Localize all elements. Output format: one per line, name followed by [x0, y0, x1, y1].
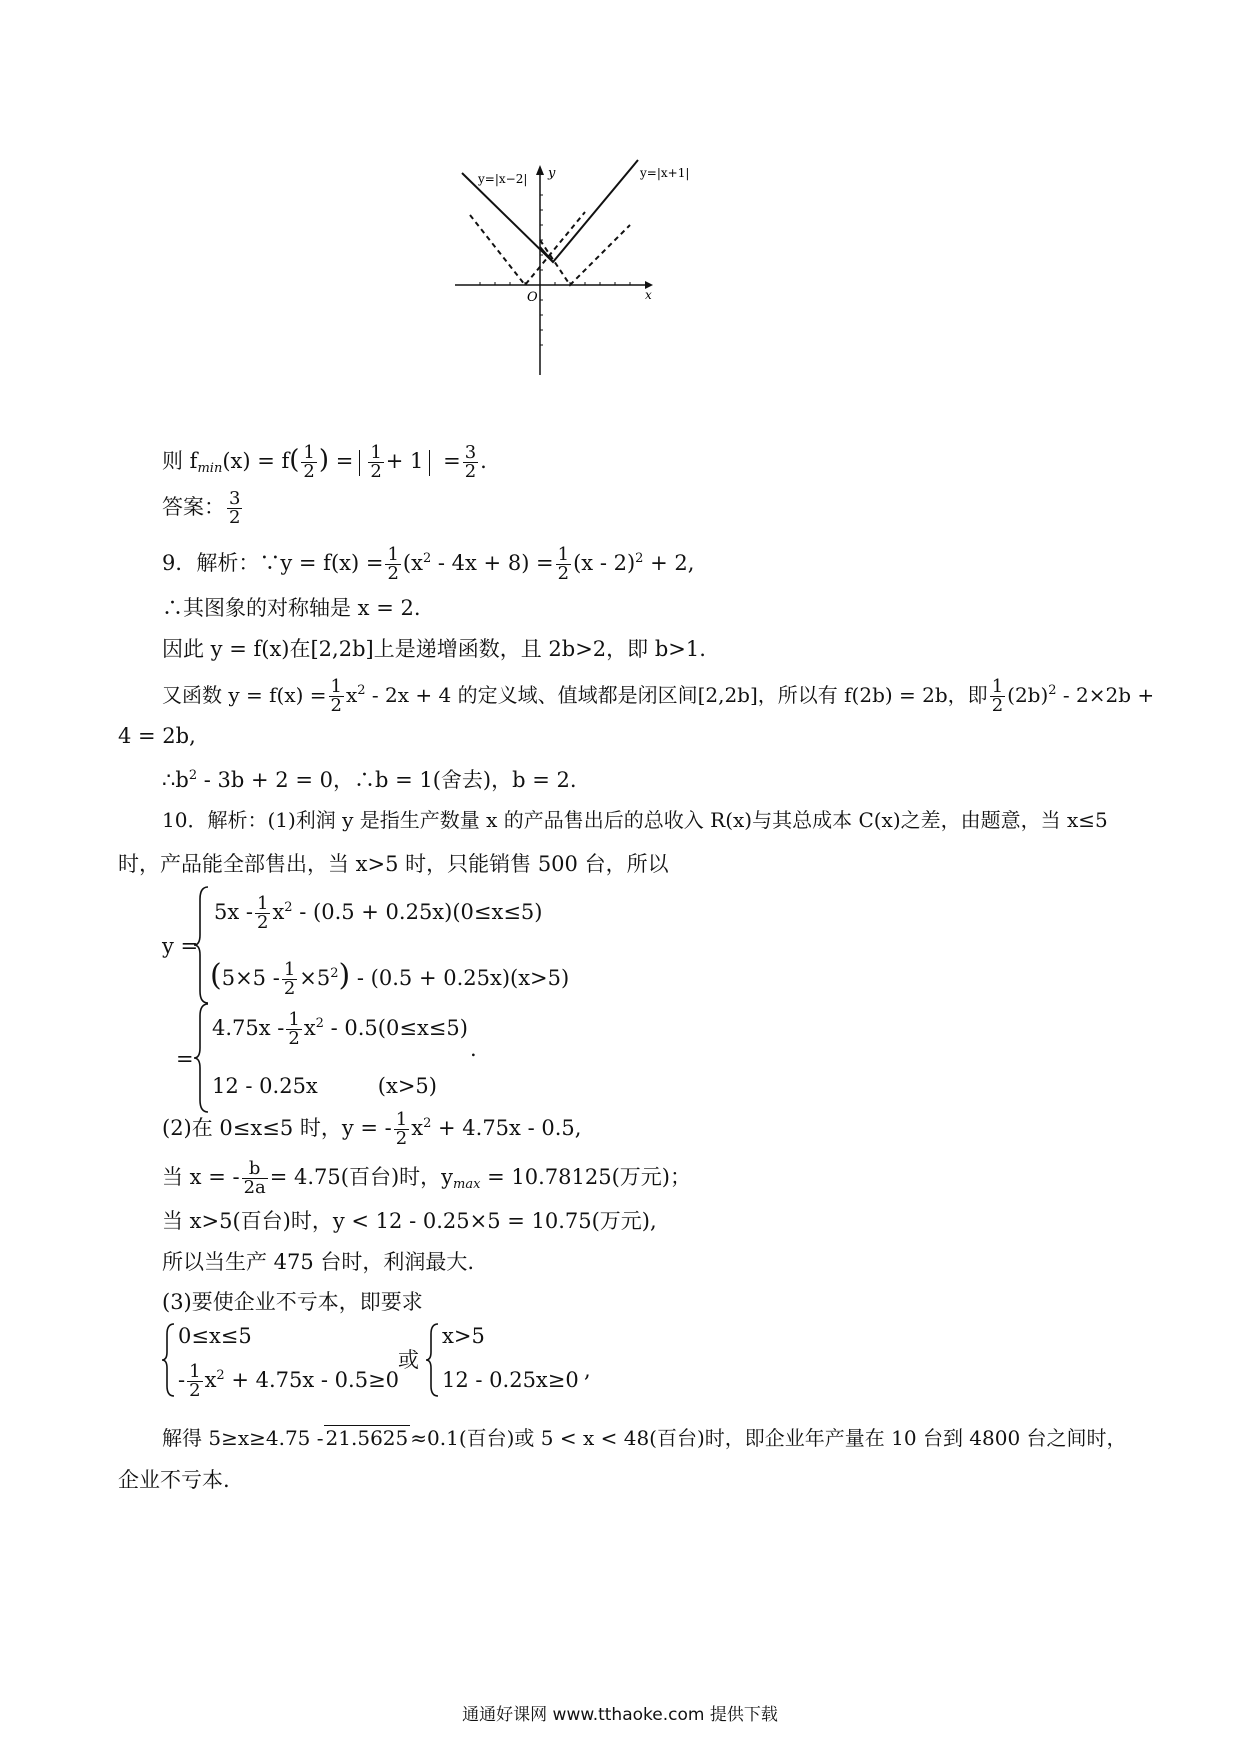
- brace-1: [192, 885, 212, 1005]
- label-left: y=|x−2|: [478, 172, 528, 186]
- sys2-b: 12 - 0.25x≥0: [442, 1368, 579, 1392]
- period: .: [470, 1037, 477, 1061]
- p3-line: (3)要使企业不亏本，即要求: [162, 1290, 423, 1314]
- axis-y-label: y: [548, 166, 556, 181]
- b-line: $\therefore b^2 - 3b + 2 = 0$，∴b = 1(舍去)，b = 2.: [162, 768, 577, 792]
- domain-line: 又函数 y = f(x) = $\frac{1}{2}$ $x^2 - 2x + 4$ 的定义域、值域都是闭区间[2,2b]，所以有 f(2b) = 2b，即 $\frac{1}{2}$ $(2b)^2 - 2\times 2b$ +: [162, 676, 1155, 716]
- p2d-line: 所以当生产 475 台时，利润最大.: [162, 1250, 475, 1274]
- axis-line: ∴其图象的对称轴是 x = 2.: [162, 596, 421, 620]
- dashed-x-minus-2: [540, 225, 630, 285]
- increasing-line: 因此 y = f(x)在[2,2b]上是递增函数，且 2b>2，即 b>1.: [162, 637, 706, 661]
- sys-comma: ,: [584, 1358, 591, 1382]
- solution-line: 解得 5≥x≥4.75 - 21.5625 ≈0.1(百台)或 5 < x < 48(百台)时，即企业年产量在 10 台到 4800 台之间时，: [162, 1426, 1127, 1450]
- brace-4: [424, 1322, 442, 1398]
- solution-cont: 企业不亏本.: [118, 1468, 230, 1492]
- footer-text: 通通好课网 www.tthaoke.com 提供下载: [462, 1705, 778, 1725]
- case-2: (5×5 - $\frac{1}{2}$ $\times 5^2) - (0.5 + 0.25x)(x>5)$: [210, 958, 570, 999]
- sys1-b: - $\frac{1}{2}$ $x^2 + 4.75x - 0.5\ge 0$: [178, 1361, 400, 1401]
- p2b-line: 当 x = - $\frac{b}{2a}$ = 4.75(百台)时，$y_{max} = 10.78125$(万元)；: [162, 1158, 691, 1198]
- brace-3: [160, 1322, 178, 1398]
- case-4: 12 - 0.25x (x>5): [212, 1074, 437, 1098]
- sys2-a: x>5: [442, 1324, 485, 1348]
- p2c-line: 当 x>5(百台)时，y < 12 - 0.25×5 = 10.75(万元),: [162, 1209, 657, 1233]
- y-eq: y =: [162, 934, 199, 958]
- origin-label: O: [527, 290, 538, 305]
- label-right: y=|x+1|: [640, 166, 690, 180]
- q9-line: 9．解析：∵y = f(x) = $\frac{1}{2}$ $(x^2 - 4x + 8)$ = $\frac{1}{2}$ (x - 2)$^2$ + 2,: [162, 544, 695, 584]
- domain-cont: 4 = 2b,: [118, 724, 196, 748]
- sys1-a: 0≤x≤5: [178, 1324, 252, 1348]
- absolute-value-graph: [440, 155, 740, 380]
- p2-line: (2)在 0≤x≤5 时，y = - $\frac{1}{2}$ $x^2 + 4.75x - 0.5$,: [162, 1109, 582, 1149]
- brace-2: [192, 1002, 212, 1114]
- dashed-x-plus-1: [470, 212, 585, 285]
- q10-line2: 时，产品能全部售出，当 x>5 时，只能销售 500 台，所以: [118, 852, 669, 876]
- answer-line: 答案： $\frac{3}{2}$: [162, 488, 241, 528]
- axis-x-label: x: [645, 288, 652, 302]
- case-1: 5x - $\frac{1}{2}$ $x^2 - (0.5 + 0.25x)(0\le x\le 5)$: [214, 893, 543, 933]
- q10-line1: 10．解析：(1)利润 y 是指生产数量 x 的产品售出后的总收入 R(x)与其总成本 C(x)之差，由题意，当 x≤5: [162, 808, 1108, 832]
- eq-2: =: [176, 1047, 194, 1071]
- fmin-line: 则 $f_{min}(x) = f$( $\frac{1}{2}$ ) = $\frac{1}{2}$ + 1 = $\frac{3}{2}$ .: [162, 442, 487, 482]
- case-3: 4.75x - $\frac{1}{2}$ $x^2 - 0.5(0\le x\le 5)$: [212, 1009, 468, 1049]
- or-word: 或: [398, 1348, 419, 1372]
